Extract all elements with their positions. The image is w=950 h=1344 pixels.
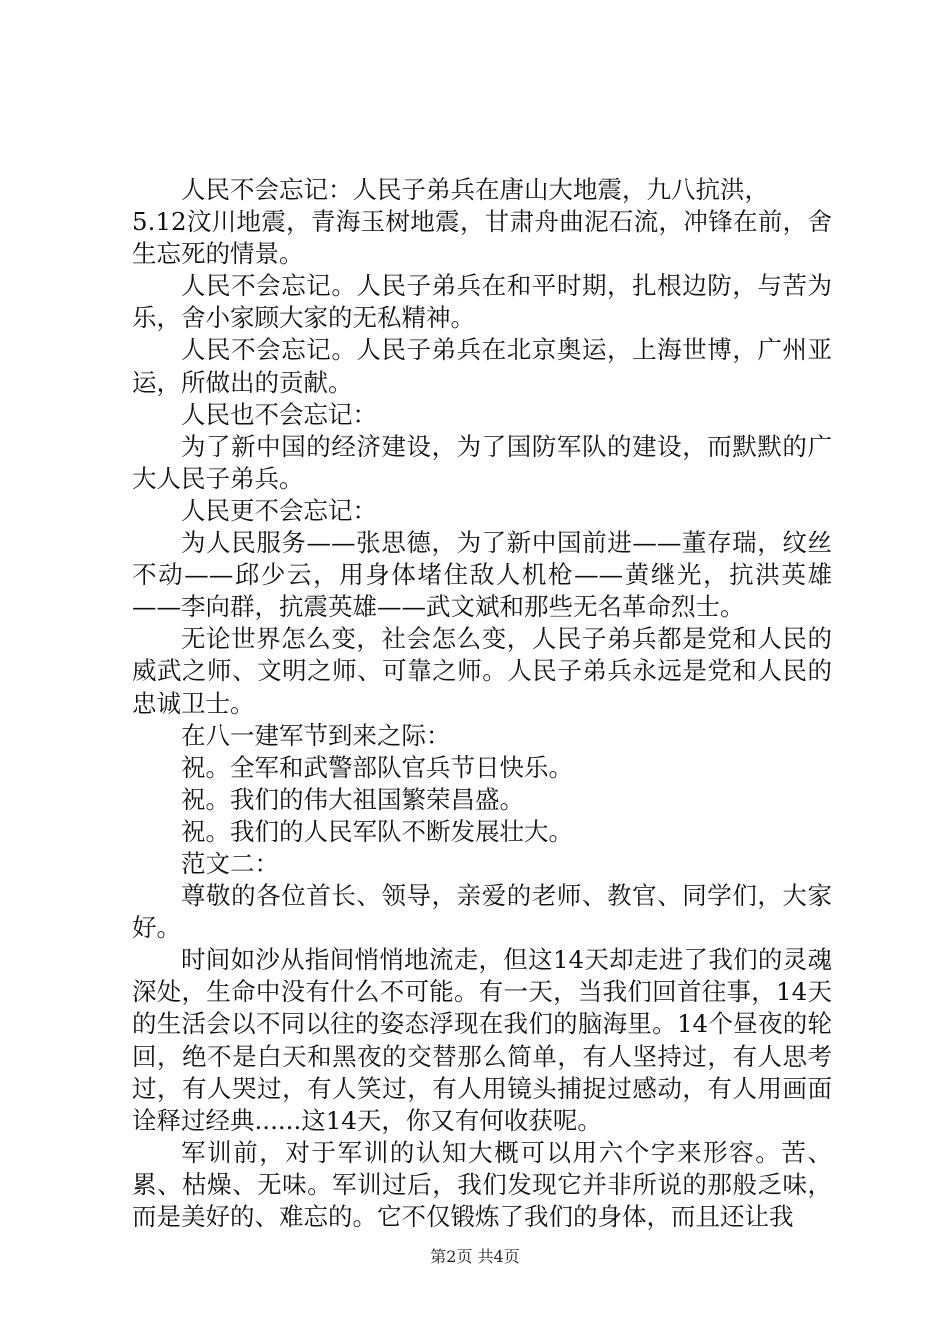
paragraph: 祝。全军和武警部队官兵节日快乐。 — [181, 752, 573, 782]
page-number: 第2页 共4页 — [430, 1247, 520, 1266]
paragraph: 人民不会忘记：人民子弟兵在唐山大地震，九八抗洪， — [181, 175, 769, 204]
paragraph: 在八一建军节到来之际： — [181, 720, 451, 750]
paragraph: 人民也不会忘记： — [181, 399, 377, 429]
paragraph: 尊敬的各位首长、领导，亲爱的老师、教官、同学们，大家好。 — [132, 881, 832, 943]
paragraph: 人民不会忘记。人民子弟兵在北京奥运，上海世博，广州亚运，所做出的贡献。 — [132, 335, 832, 397]
paragraph: 为人民服务——张思德，为了新中国前进——董存瑞，纹丝不动——邱少云，用身体堵住敌人机枪——黄继光，抗洪英雄——李向群，抗震英雄——武文斌和那些无名革命烈士。 — [132, 528, 832, 622]
paragraph: 人民不会忘记。人民子弟兵在和平时期，扎根边防，与苦为乐，舍小家顾大家的无私精神。 — [132, 271, 832, 333]
paragraph: 军训前，对于军训的认知大概可以用六个字来形容。苦、累、枯燥、无味。军训过后，我们发现它并非所说的那般乏味，而是美好的、难忘的。它不仅锻炼了我们的身体，而且还让我 — [132, 1137, 832, 1231]
paragraph: 祝。我们的人民军队不断发展壮大。 — [181, 816, 573, 846]
page-footer — [0, 1244, 950, 1267]
paragraph: 祝。我们的伟大祖国繁荣昌盛。 — [181, 784, 524, 814]
paragraph: 无论世界怎么变，社会怎么变，人民子弟兵都是党和人民的威武之师、文明之师、可靠之师。人民子弟兵永远是党和人民的忠诚卫士。 — [132, 624, 832, 718]
section-heading: 范文二： — [181, 848, 279, 878]
paragraph: 时间如沙从指间悄悄地流走，但这14天却走进了我们的灵魂深处，生命中没有什么不可能。有一天，当我们回首往事，14天的生活会以不同以往的姿态浮现在我们的脑海里。14个昼夜的轮回，绝不是白天和黑夜的交替那么简单，有人坚持过，有人思考过，有人哭过，有人笑过，有人用镜头捕捉过感动，有人用画面诠释过经典......这14天，你又有何收获呢。 — [132, 945, 832, 1135]
paragraph: 人民更不会忘记： — [181, 495, 377, 525]
paragraph: 为了新中国的经济建设，为了国防军队的建设，而默默的广大人民子弟兵。 — [132, 431, 832, 493]
paragraph: 5.12汶川地震，青海玉树地震，甘肃舟曲泥石流，冲锋在前，舍生忘死的情景。 — [132, 207, 832, 269]
document-body — [132, 174, 832, 1233]
